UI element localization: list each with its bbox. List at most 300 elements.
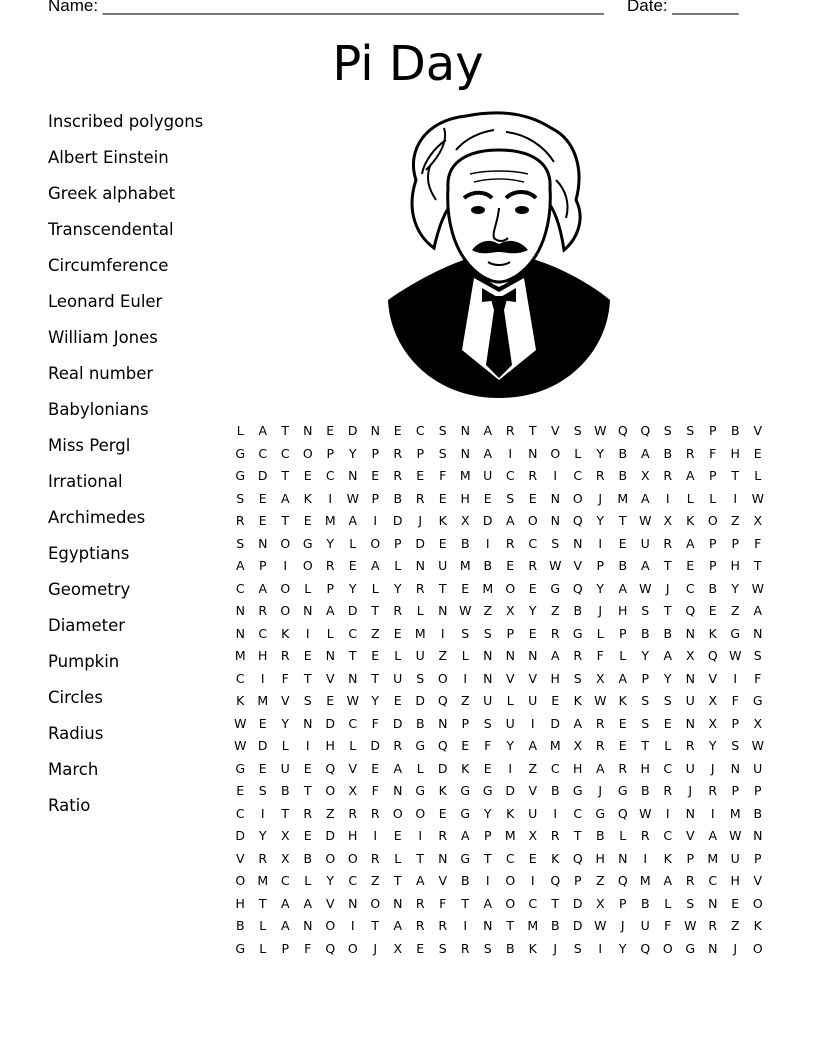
grid-row bbox=[229, 848, 769, 871]
grid-letter: N bbox=[235, 625, 245, 641]
grid-letter: V bbox=[685, 828, 695, 843]
grid-letter: I bbox=[373, 513, 378, 528]
grid-letter: F bbox=[439, 468, 447, 483]
grid-letter: L bbox=[416, 760, 424, 776]
word-list-item: Leonard Euler bbox=[48, 292, 163, 311]
grid-letter: R bbox=[550, 625, 560, 641]
word-list-item: Babylonians bbox=[48, 400, 149, 419]
grid-letter: R bbox=[595, 468, 605, 483]
grid-letter: Z bbox=[595, 873, 605, 888]
grid-letter: L bbox=[619, 828, 627, 843]
grid-letter: A bbox=[640, 490, 650, 506]
grid-letter: W bbox=[639, 513, 652, 528]
grid-letter: N bbox=[708, 940, 718, 956]
grid-letter: Y bbox=[483, 805, 492, 821]
grid-letter: O bbox=[325, 918, 336, 933]
grid-letter: L bbox=[259, 918, 267, 933]
grid-letter: C bbox=[280, 873, 290, 888]
grid-letter: L bbox=[236, 423, 244, 438]
grid-letter: W bbox=[639, 805, 652, 821]
grid-letter: M bbox=[459, 558, 471, 573]
grid-letter: N bbox=[348, 895, 358, 911]
grid-letter: B bbox=[393, 490, 403, 506]
grid-letter: M bbox=[324, 513, 336, 528]
grid-letter: O bbox=[527, 513, 538, 528]
grid-letter: A bbox=[303, 895, 313, 911]
grid-letter: T bbox=[438, 580, 447, 596]
grid-letter: E bbox=[258, 760, 267, 776]
grid-letter: A bbox=[528, 738, 538, 753]
grid-letter: B bbox=[280, 783, 290, 798]
grid-letter: T bbox=[551, 895, 560, 911]
grid-letter: A bbox=[640, 558, 650, 573]
grid-letter: J bbox=[553, 940, 558, 956]
grid-letter: R bbox=[505, 423, 515, 438]
grid-letter: B bbox=[753, 805, 763, 821]
grid-letter: E bbox=[348, 558, 357, 573]
grid-letter: A bbox=[663, 873, 673, 888]
grid-letter: J bbox=[418, 513, 423, 528]
grid-letter: G bbox=[460, 783, 471, 798]
grid-letter: P bbox=[483, 828, 492, 843]
word-list-item: Archimedes bbox=[48, 508, 146, 527]
grid-letter: O bbox=[662, 940, 673, 956]
grid-letter: B bbox=[573, 603, 583, 618]
grid-letter: R bbox=[505, 535, 515, 551]
grid-letter: L bbox=[394, 558, 402, 573]
grid-letter: F bbox=[754, 670, 762, 686]
grid-letter: O bbox=[280, 535, 291, 551]
grid-row bbox=[229, 803, 769, 826]
grid-letter: M bbox=[549, 738, 561, 753]
grid-letter: L bbox=[281, 738, 289, 753]
grid-letter: R bbox=[618, 760, 628, 776]
grid-letter: R bbox=[393, 603, 403, 618]
grid-letter: S bbox=[236, 490, 245, 506]
grid-letter: S bbox=[258, 783, 267, 798]
grid-letter: W bbox=[729, 828, 742, 843]
grid-letter: T bbox=[258, 895, 267, 911]
grid-letter: B bbox=[708, 580, 718, 596]
grid-letter: V bbox=[753, 873, 763, 888]
grid-letter: H bbox=[730, 445, 740, 461]
grid-letter: E bbox=[258, 715, 267, 731]
grid-letter: B bbox=[460, 535, 470, 551]
grid-letter: R bbox=[258, 603, 268, 618]
grid-letter: M bbox=[257, 693, 269, 708]
grid-letter: K bbox=[708, 625, 717, 641]
grid-letter: R bbox=[370, 805, 380, 821]
grid-letter: O bbox=[347, 940, 358, 956]
grid-letter: Y bbox=[596, 445, 605, 461]
page-title: Pi Day bbox=[332, 36, 484, 92]
grid-letter: F bbox=[754, 535, 762, 551]
grid-letter: P bbox=[731, 715, 740, 731]
word-list-item: Irrational bbox=[48, 472, 123, 491]
grid-letter: M bbox=[459, 468, 471, 483]
grid-letter: W bbox=[594, 693, 607, 708]
grid-letter: Q bbox=[640, 423, 651, 438]
grid-letter: S bbox=[573, 670, 582, 686]
grid-letter: I bbox=[553, 468, 558, 483]
grid-letter: Q bbox=[572, 580, 583, 596]
grid-letter: N bbox=[460, 423, 470, 438]
grid-letter: R bbox=[640, 828, 650, 843]
grid-letter: O bbox=[752, 895, 763, 911]
grid-letter: B bbox=[640, 625, 650, 641]
grid-letter: I bbox=[485, 873, 490, 888]
grid-row bbox=[229, 915, 769, 938]
grid-letter: M bbox=[707, 850, 719, 866]
grid-letter: P bbox=[708, 468, 717, 483]
grid-letter: O bbox=[752, 940, 763, 956]
grid-letter: Z bbox=[370, 625, 380, 641]
grid-letter: U bbox=[730, 850, 740, 866]
grid-letter: H bbox=[550, 670, 560, 686]
grid-letter: O bbox=[347, 850, 358, 866]
grid-letter: N bbox=[730, 760, 740, 776]
grid-letter: V bbox=[550, 423, 560, 438]
grid-letter: P bbox=[731, 783, 740, 798]
grid-row bbox=[229, 600, 769, 623]
grid-letter: R bbox=[663, 783, 673, 798]
grid-letter: L bbox=[596, 625, 604, 641]
grid-letter: C bbox=[235, 670, 245, 686]
grid-letter: H bbox=[325, 738, 335, 753]
grid-letter: K bbox=[753, 918, 762, 933]
grid-letter: E bbox=[618, 738, 627, 753]
grid-letter: D bbox=[325, 715, 336, 731]
grid-letter: E bbox=[461, 580, 470, 596]
grid-letter: B bbox=[730, 423, 740, 438]
grid-letter: U bbox=[483, 693, 493, 708]
grid-letter: T bbox=[371, 603, 380, 618]
grid-letter: L bbox=[664, 895, 672, 911]
grid-letter: N bbox=[325, 648, 335, 663]
grid-letter: A bbox=[753, 603, 763, 618]
grid-letter: B bbox=[505, 940, 515, 956]
grid-letter: B bbox=[640, 895, 650, 911]
grid-letter: A bbox=[393, 918, 403, 933]
grid-row bbox=[229, 555, 769, 578]
grid-letter: V bbox=[528, 783, 538, 798]
grid-letter: E bbox=[393, 828, 402, 843]
grid-letter: Z bbox=[325, 805, 335, 821]
grid-letter: M bbox=[617, 490, 629, 506]
grid-letter: U bbox=[685, 693, 695, 708]
grid-row bbox=[229, 465, 769, 488]
grid-letter: N bbox=[753, 625, 763, 641]
grid-letter: L bbox=[259, 940, 267, 956]
grid-letter: I bbox=[283, 558, 288, 573]
grid-letter: G bbox=[460, 850, 471, 866]
grid-letter: C bbox=[348, 625, 358, 641]
grid-letter: A bbox=[483, 445, 493, 461]
grid-letter: A bbox=[618, 580, 628, 596]
grid-letter: D bbox=[505, 783, 516, 798]
grid-letter: Z bbox=[370, 873, 380, 888]
grid-letter: T bbox=[618, 513, 627, 528]
grid-letter: T bbox=[663, 558, 672, 573]
grid-letter: P bbox=[258, 558, 267, 573]
grid-letter: T bbox=[416, 850, 425, 866]
grid-letter: S bbox=[483, 940, 492, 956]
grid-letter: B bbox=[235, 918, 245, 933]
grid-letter: L bbox=[506, 693, 514, 708]
grid-letter: O bbox=[302, 445, 313, 461]
grid-letter: R bbox=[595, 738, 605, 753]
word-list-item: Circles bbox=[48, 688, 103, 707]
grid-letter: T bbox=[371, 918, 380, 933]
grid-letter: B bbox=[640, 783, 650, 798]
grid-letter: A bbox=[505, 513, 515, 528]
grid-letter: K bbox=[506, 805, 515, 821]
grid-letter: N bbox=[235, 603, 245, 618]
grid-letter: D bbox=[370, 738, 381, 753]
grid-letter: Q bbox=[325, 760, 336, 776]
grid-letter: G bbox=[572, 783, 583, 798]
grid-letter: A bbox=[280, 490, 290, 506]
grid-letter: A bbox=[325, 603, 335, 618]
grid-letter: A bbox=[483, 423, 493, 438]
word-list-item: Circumference bbox=[48, 256, 169, 275]
grid-letter: J bbox=[598, 603, 603, 618]
grid-letter: O bbox=[572, 490, 583, 506]
grid-letter: L bbox=[371, 580, 379, 596]
grid-letter: L bbox=[754, 468, 762, 483]
grid-letter: G bbox=[595, 805, 606, 821]
grid-letter: S bbox=[483, 625, 492, 641]
grid-letter: E bbox=[393, 625, 402, 641]
grid-letter: V bbox=[753, 423, 763, 438]
grid-letter: Z bbox=[460, 693, 470, 708]
grid-letter: E bbox=[461, 738, 470, 753]
grid-letter: U bbox=[753, 760, 763, 776]
grid-letter: T bbox=[348, 648, 357, 663]
grid-letter: T bbox=[303, 783, 312, 798]
date-field-label: Date: _______ bbox=[627, 0, 739, 15]
grid-letter: E bbox=[708, 603, 717, 618]
grid-letter: X bbox=[640, 468, 650, 483]
grid-letter: Y bbox=[348, 580, 357, 596]
grid-letter: C bbox=[685, 580, 695, 596]
grid-letter: X bbox=[280, 850, 290, 866]
grid-letter: R bbox=[438, 918, 448, 933]
einstein-portrait-icon bbox=[386, 110, 612, 400]
grid-letter: Y bbox=[596, 580, 605, 596]
word-list-item: Real number bbox=[48, 364, 154, 383]
grid-letter: E bbox=[551, 693, 560, 708]
grid-letter: K bbox=[686, 513, 695, 528]
grid-letter: G bbox=[415, 783, 426, 798]
name-field-label: Name: _____________________________________________________ bbox=[48, 0, 604, 15]
grid-letter: B bbox=[663, 445, 673, 461]
grid-letter: D bbox=[482, 513, 493, 528]
grid-letter: C bbox=[528, 895, 538, 911]
grid-letter: J bbox=[665, 580, 670, 596]
grid-letter: H bbox=[235, 895, 245, 911]
grid-letter: A bbox=[595, 760, 605, 776]
grid-letter: W bbox=[346, 490, 359, 506]
grid-letter: E bbox=[686, 558, 695, 573]
grid-letter: N bbox=[483, 918, 493, 933]
grid-letter: S bbox=[731, 738, 740, 753]
grid-letter: S bbox=[483, 715, 492, 731]
grid-letter: A bbox=[483, 895, 493, 911]
grid-letter: V bbox=[708, 670, 718, 686]
letter-grid bbox=[229, 420, 769, 960]
grid-letter: D bbox=[347, 603, 358, 618]
grid-letter: B bbox=[595, 828, 605, 843]
grid-letter: R bbox=[370, 850, 380, 866]
grid-letter: A bbox=[258, 580, 268, 596]
grid-letter: S bbox=[663, 423, 672, 438]
grid-letter: I bbox=[305, 738, 310, 753]
grid-letter: E bbox=[528, 850, 537, 866]
grid-letter: D bbox=[550, 715, 561, 731]
grid-letter: P bbox=[281, 940, 290, 956]
grid-letter: R bbox=[528, 558, 538, 573]
grid-letter: V bbox=[235, 850, 245, 866]
grid-letter: X bbox=[573, 738, 583, 753]
grid-letter: O bbox=[505, 580, 516, 596]
grid-letter: P bbox=[326, 445, 335, 461]
grid-letter: L bbox=[416, 603, 424, 618]
grid-letter: X bbox=[663, 513, 673, 528]
grid-letter: A bbox=[708, 828, 718, 843]
grid-letter: X bbox=[708, 715, 718, 731]
grid-letter: H bbox=[730, 873, 740, 888]
grid-letter: U bbox=[528, 805, 538, 821]
grid-letter: P bbox=[753, 783, 762, 798]
grid-letter: T bbox=[371, 670, 380, 686]
grid-letter: T bbox=[281, 513, 290, 528]
grid-letter: T bbox=[461, 895, 470, 911]
grid-letter: A bbox=[348, 513, 358, 528]
grid-row bbox=[229, 870, 769, 893]
grid-letter: E bbox=[393, 693, 402, 708]
grid-letter: S bbox=[641, 693, 650, 708]
grid-letter: N bbox=[528, 648, 538, 663]
grid-letter: R bbox=[280, 648, 290, 663]
grid-letter: E bbox=[483, 760, 492, 776]
grid-letter: G bbox=[572, 625, 583, 641]
word-list-item: Egyptians bbox=[48, 544, 130, 563]
grid-letter: I bbox=[665, 490, 670, 506]
grid-letter: A bbox=[685, 535, 695, 551]
grid-letter: O bbox=[325, 783, 336, 798]
grid-letter: T bbox=[753, 558, 762, 573]
grid-letter: K bbox=[663, 850, 672, 866]
grid-letter: Y bbox=[258, 828, 267, 843]
grid-letter: I bbox=[665, 805, 670, 821]
grid-letter: V bbox=[438, 873, 448, 888]
grid-letter: E bbox=[258, 513, 267, 528]
grid-letter: C bbox=[550, 760, 560, 776]
grid-letter: M bbox=[504, 828, 516, 843]
grid-letter: H bbox=[348, 828, 358, 843]
grid-letter: P bbox=[708, 423, 717, 438]
grid-letter: G bbox=[235, 445, 246, 461]
grid-letter: C bbox=[258, 625, 268, 641]
grid-letter: N bbox=[438, 850, 448, 866]
grid-letter: Z bbox=[438, 648, 448, 663]
grid-letter: R bbox=[258, 850, 268, 866]
grid-letter: A bbox=[460, 828, 470, 843]
grid-letter: Q bbox=[437, 738, 448, 753]
grid-letter: O bbox=[302, 558, 313, 573]
grid-letter: F bbox=[281, 670, 289, 686]
grid-letter: E bbox=[236, 783, 245, 798]
grid-letter: G bbox=[550, 580, 561, 596]
grid-letter: D bbox=[415, 693, 426, 708]
grid-letter: C bbox=[708, 873, 718, 888]
grid-letter: L bbox=[349, 738, 357, 753]
grid-letter: A bbox=[618, 670, 628, 686]
grid-letter: P bbox=[708, 558, 717, 573]
grid-letter: T bbox=[641, 738, 650, 753]
grid-letter: W bbox=[751, 580, 764, 596]
grid-letter: Y bbox=[348, 445, 357, 461]
grid-letter: N bbox=[505, 648, 515, 663]
grid-letter: L bbox=[664, 738, 672, 753]
grid-letter: Y bbox=[393, 580, 402, 596]
grid-letter: X bbox=[708, 693, 718, 708]
grid-letter: C bbox=[505, 850, 515, 866]
grid-letter: R bbox=[663, 468, 673, 483]
grid-letter: K bbox=[528, 940, 537, 956]
grid-letter: N bbox=[303, 715, 313, 731]
grid-letter: D bbox=[257, 468, 268, 483]
grid-letter: Q bbox=[617, 873, 628, 888]
word-list-item: Radius bbox=[48, 724, 104, 743]
grid-letter: B bbox=[618, 558, 628, 573]
grid-letter: E bbox=[303, 468, 312, 483]
grid-letter: N bbox=[550, 513, 560, 528]
grid-letter: N bbox=[573, 535, 583, 551]
grid-letter: V bbox=[528, 670, 538, 686]
grid-letter: P bbox=[461, 715, 470, 731]
grid-letter: N bbox=[528, 445, 538, 461]
grid-letter: Z bbox=[730, 603, 740, 618]
grid-letter: G bbox=[617, 783, 628, 798]
grid-letter: J bbox=[598, 783, 603, 798]
grid-letter: Z bbox=[483, 603, 493, 618]
grid-letter: M bbox=[639, 873, 651, 888]
grid-letter: S bbox=[438, 940, 447, 956]
grid-letter: F bbox=[371, 783, 379, 798]
grid-letter: O bbox=[280, 603, 291, 618]
grid-letter: D bbox=[392, 715, 403, 731]
grid-letter: U bbox=[528, 693, 538, 708]
grid-letter: B bbox=[460, 873, 470, 888]
grid-letter: F bbox=[304, 940, 312, 956]
grid-letter: O bbox=[707, 513, 718, 528]
grid-letter: R bbox=[438, 828, 448, 843]
grid-letter: U bbox=[415, 648, 425, 663]
grid-letter: A bbox=[280, 918, 290, 933]
grid-letter: C bbox=[235, 805, 245, 821]
grid-letter: I bbox=[463, 918, 468, 933]
grid-letter: D bbox=[235, 828, 246, 843]
grid-letter: X bbox=[348, 783, 358, 798]
grid-letter: B bbox=[663, 625, 673, 641]
grid-letter: Q bbox=[550, 873, 561, 888]
grid-letter: Q bbox=[640, 940, 651, 956]
grid-letter: N bbox=[460, 445, 470, 461]
grid-letter: F bbox=[371, 715, 379, 731]
grid-letter: T bbox=[663, 603, 672, 618]
